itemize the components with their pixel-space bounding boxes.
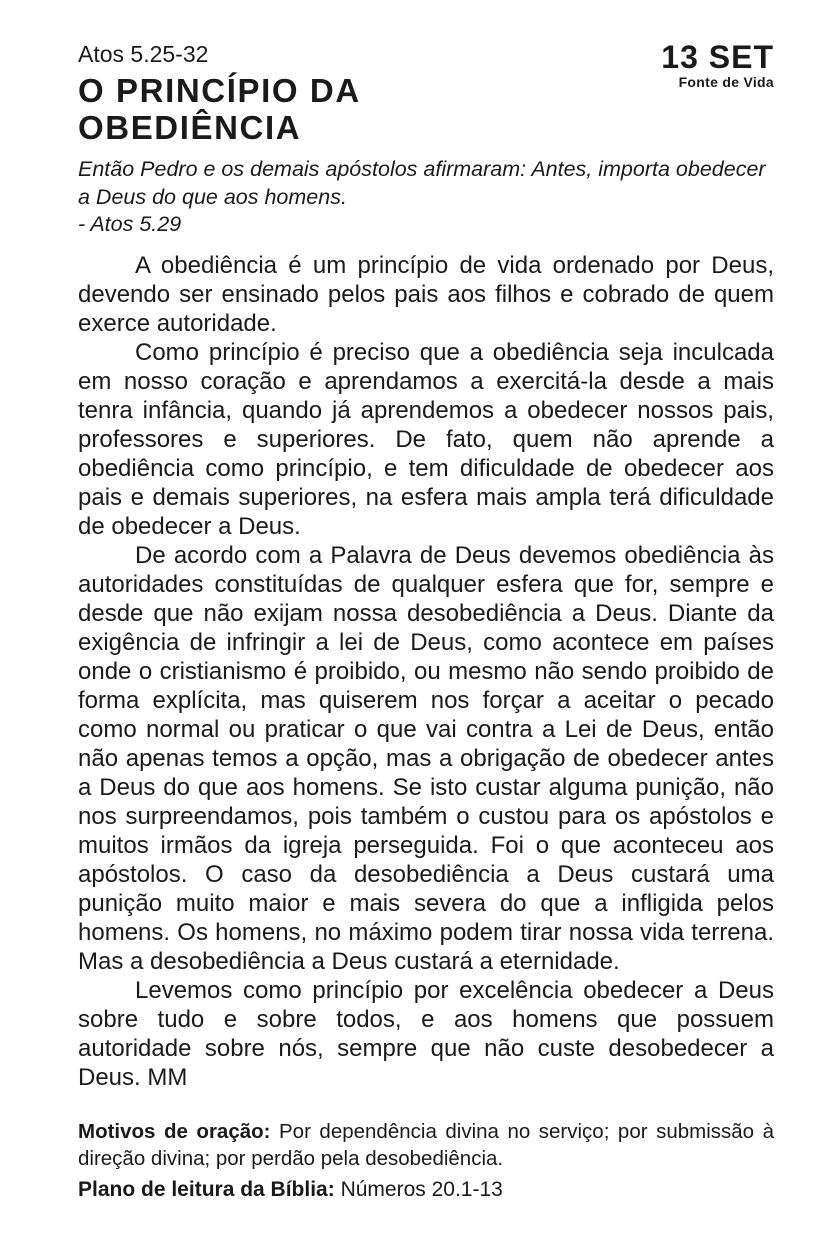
reading-plan-label: Plano de leitura da Bíblia: (78, 1177, 335, 1201)
prayer-motives (78, 1118, 774, 1172)
scripture-reading-reference: Atos 5.25-32 (78, 41, 209, 67)
body-paragraph-3: De acordo com a Palavra de Deus devemos obediência às autoridades constituídas de qualquer esfera que for, sempre e desde que não exijam nossa desobediência a Deus. Diante da exigência de infringir a lei de Deus, como acontece em países onde o cristianismo é proibido, ou mesmo não sendo proibido de forma explícita, mas quiserem nos forçar a aceitar o pecado como normal ou praticar o que vai contra a Lei de Deus, então não apenas temos a opção, mas a obrigação de obedecer antes a Deus do que aos homens. Se isto custar alguma punição, não nos surpreendamos, pois também o custou para os apóstolos e muitos irmãos da igreja perseguida. Foi o que aconteceu aos apóstolos. O caso da desobediência a Deus custará uma punição muito maior e mais severa do que a infligida pelos homens. Os homens, no máximo podem tirar nossa vida terrena. Mas a desobediência a Deus custará a eternidade. (78, 541, 774, 975)
title-line-2: OBEDIÊNCIA (78, 109, 302, 146)
date-block (661, 40, 774, 90)
source-label: Fonte de Vida (678, 74, 774, 90)
prayer-text: Por dependência divina no serviço; por submissão à direção divina; por perdão pela desobediência. (78, 1119, 774, 1170)
body-paragraph-4: Levemos como princípio por excelência obedecer a Deus sobre tudo e sobre todos, e aos homens que possuem autoridade sobre nós, sempre que não custe desobedecer a Deus. MM (78, 976, 774, 1091)
body-paragraph-2: Como princípio é preciso que a obediência seja inculcada em nosso coração e aprendamos a exercitá-la desde a mais tenra infância, quando já aprendemos a obedecer nossos pais, professores e superiores. De fato, quem não aprende a obediência como princípio, e tem dificuldade de obedecer aos pais e demais superiores, na esfera mais ampla terá dificuldade de obedecer a Deus. (78, 338, 774, 540)
date-label: 13 SET (661, 39, 774, 75)
page-header (78, 38, 774, 146)
key-verse-text: Então Pedro e os demais apóstolos afirmaram: Antes, importa obedecer a Deus do que aos homens. (78, 157, 766, 209)
devotional-body (78, 251, 774, 1092)
prayer-label: Motivos de oração: (78, 1119, 271, 1143)
devotional-page (78, 38, 774, 1203)
page-title (78, 72, 578, 146)
key-verse-reference: - Atos 5.29 (78, 212, 182, 236)
body-paragraph-1: A obediência é um princípio de vida ordenado por Deus, devendo ser ensinado pelos pais aos filhos e cobrado de quem exerce autoridade. (78, 251, 774, 337)
reading-plan-text: Números 20.1-13 (340, 1177, 503, 1201)
bible-reading-plan (78, 1176, 774, 1203)
key-verse (78, 156, 774, 239)
title-line-1: O PRINCÍPIO DA (78, 72, 361, 109)
